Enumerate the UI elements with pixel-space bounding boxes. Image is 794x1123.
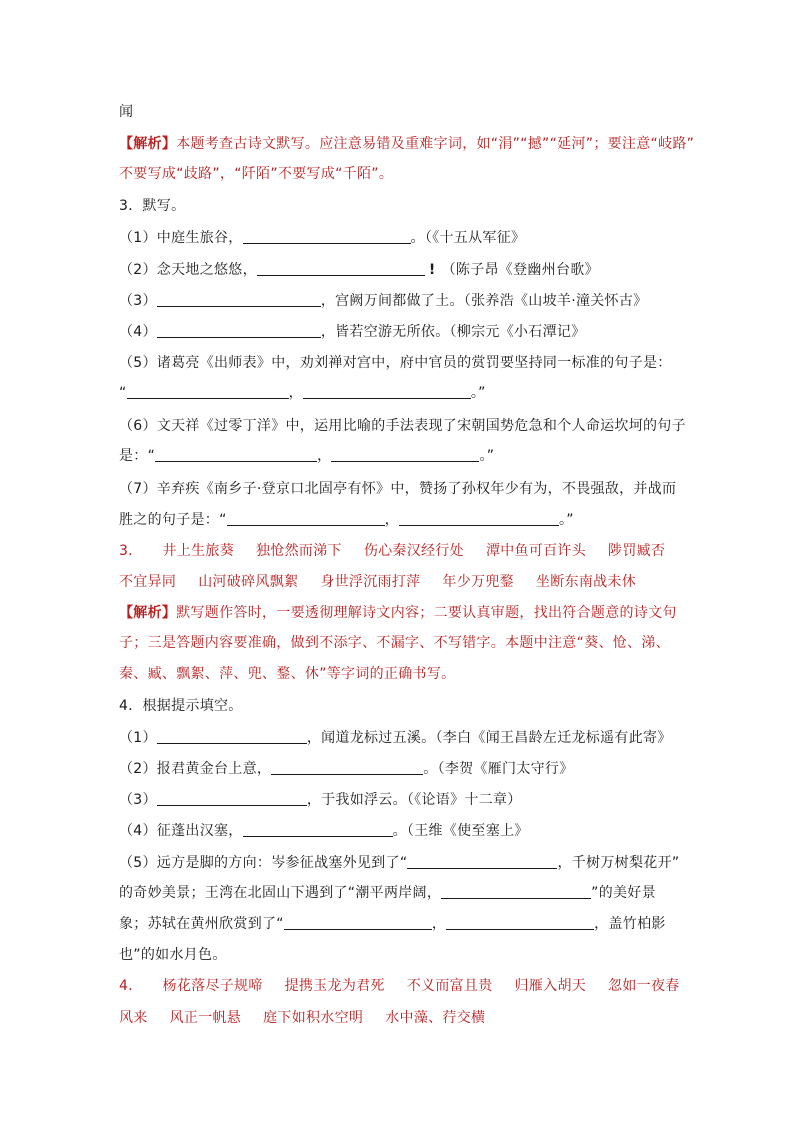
answer-blank[interactable] [157,292,321,307]
question-4-title: 4．根据提示填空。 [119,698,243,714]
question-3-item-7: （7）辛弃疾《南乡子·登京口北固亭有怀》中，赞扬了孙权年少有为，不畏强敌，并战而 [119,481,677,497]
answer-item: 伤心秦汉经行处 [363,543,464,559]
analysis-3-line: 秦、臧、飘絮、萍、兜、鍪、休”等字词的正确书写。 [119,666,456,682]
answer-item: 归雁入胡天 [514,978,587,994]
question-4-item-5: 象；苏轼在黄州欣赏到了“ ， ，盖竹柏影 [119,916,666,932]
answer-item: 庭下如积水空明 [263,1010,364,1026]
question-4-item-1: （1） ，闻道龙标过五溪。（李白《闻王昌龄左迁龙标遥有此寄》 [119,730,672,746]
answer-blank[interactable] [157,791,307,806]
analysis-tag: 【解析】 [119,605,177,621]
answer-number: 3． [119,543,143,559]
answer-blank[interactable] [284,915,432,930]
answer-blank[interactable] [227,511,385,526]
question-4-item-3: （3） ，于我如浮云。（《论语》十二章） [119,792,522,808]
answer-item: 水中藻、荇交横 [385,1010,486,1026]
answer-item: 井上生旅葵 [162,543,235,559]
analysis-tag: 【解析】 [119,136,177,152]
answer-blank[interactable] [127,384,289,399]
analysis-3-line: 子；三是答题内容要准确，做到不添字、不漏字、不写错字。本题中注意“葵、怆、涕、 [119,635,670,651]
answers-3-row-1 [119,541,679,561]
question-3-item-3: （3） ，宫阙万间都做了土。（张养浩《山坡羊·潼关怀古》 [119,293,648,309]
answer-item: 杨花落尽子规啼 [162,978,263,994]
question-3-item-5: （5）诸葛亮《出师表》中，劝刘禅对宫中，府中官员的赏罚要坚持同一标准的句子是： [119,355,672,371]
answer-item: 提携玉龙为君死 [284,978,385,994]
answers-3-row-2 [119,572,679,592]
question-4-item-5: （5）远方是脚的方向：岑参征战塞外见到了“ ，千树万树梨花开” [119,855,680,871]
question-3-item-6: （6）文天祥《过零丁洋》中，运用比喻的手法表现了宋朝国势危急和个人命运坎坷的句子 [119,418,686,434]
answer-item: 坐断东南战未休 [535,574,637,590]
question-4-item-5: 的奇妙美景；王湾在北固山下遇到了“潮平两岸阔， ”的美好景 [119,885,656,901]
answer-blank[interactable] [446,915,594,930]
answer-blank[interactable] [399,511,559,526]
analysis-1-line: 不要写成“歧路”，“阡陌”不要写成“千陌”。 [119,166,394,182]
answer-item: 风正一帆悬 [169,1010,242,1026]
answer-item: 身世浮沉雨打萍 [320,574,421,590]
answers-4-row-1 [119,976,679,996]
answer-blank[interactable] [243,229,411,244]
question-3-item-4: （4） ，皆若空游无所依。（柳宗元《小石潭记》 [119,324,586,340]
answer-blank[interactable] [257,261,425,276]
question-3-item-2: （2）念天地之悠悠， ! （陈子昂《登幽州台歌》 [119,262,599,278]
answer-blank[interactable] [303,384,471,399]
answer-blank[interactable] [157,323,321,338]
answer-item: 山河破碎风飘絮 [198,574,299,590]
question-3-item-6-blanks: 是：“ ， 。” [119,448,495,464]
question-4-item-5: 也”的如水月色。 [119,947,227,963]
answer-item: 年少万兜鍪 [442,574,514,590]
answer-item: 潭中鱼可百许头 [485,543,587,559]
answer-item: 忽如一夜春 [608,978,680,994]
answer-blank[interactable] [331,447,479,462]
answer-item: 不义而富且贵 [406,978,493,994]
answer-number: 4． [119,978,143,994]
answer-blank[interactable] [243,822,393,837]
question-4-item-4: （4）征蓬出汉塞， 。（王维《使至塞上》 [119,823,529,839]
answer-blank[interactable] [155,447,317,462]
answer-blank[interactable] [407,854,557,869]
analysis-3-line: 【解析】默写题作答时，一要透彻理解诗文内容；二要认真审题，找出符合题意的诗文句 [119,605,677,621]
answer-blank[interactable] [441,884,591,899]
question-3-item-5-blanks: “ ， 。” [119,385,486,401]
answer-item: 不宜异同 [119,574,177,590]
answers-4-row-2 [119,1008,679,1028]
answer-item: 风来 [119,1010,148,1026]
text-line: 闻 [119,104,134,120]
question-3-item-7-blanks: 胜之的句子是：“ ， 。” [119,512,574,528]
question-4-item-2: （2）报君黄金台上意， 。（李贺《雁门太守行》 [119,761,574,777]
answer-blank[interactable] [157,729,307,744]
analysis-1-line: 【解析】本题考查古诗文默写。应注意易错及重难字词，如“涓”“撼”“延河”；要注意“岐路” [119,136,695,152]
question-3-title: 3．默写。 [119,198,186,214]
answer-item: 独怆然而涕下 [256,543,342,559]
answer-blank[interactable] [271,760,423,775]
answer-item: 陟罚臧否 [608,543,666,559]
question-3-item-1: （1）中庭生旅谷， 。（《十五从军征》 [119,230,526,246]
